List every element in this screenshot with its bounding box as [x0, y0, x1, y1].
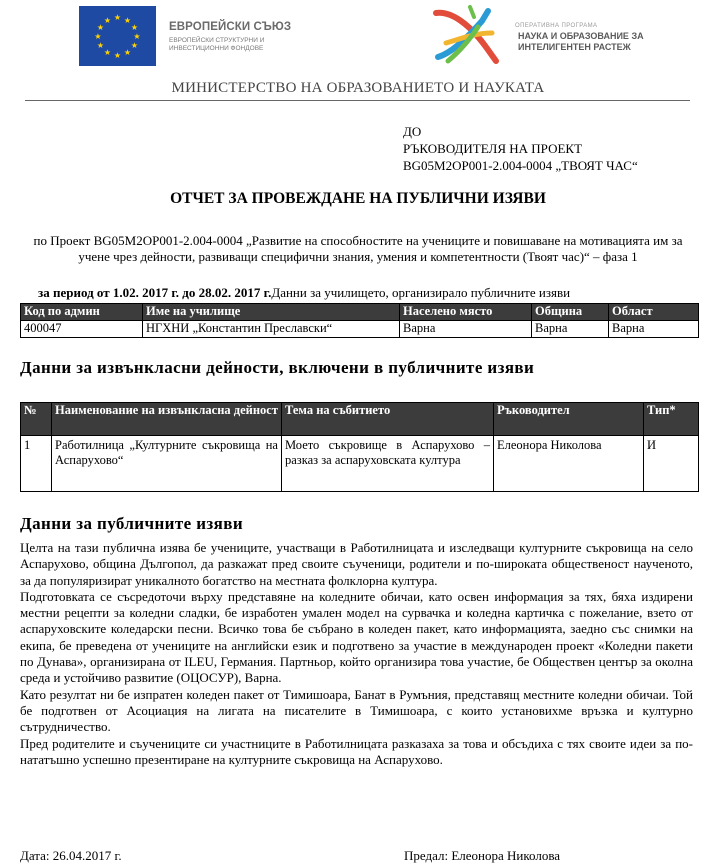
col-type: Тип* [644, 403, 699, 436]
eu-stars-icon [79, 6, 156, 66]
eu-title: ЕВРОПЕЙСКИ СЪЮЗ [169, 21, 292, 33]
table-row [21, 321, 699, 338]
report-sender: Предал: Елеонора Николова [404, 848, 561, 863]
col-number: № [21, 403, 52, 436]
report-date: Дата: 26.04.2017 г. [20, 848, 122, 863]
header-divider [25, 100, 690, 101]
op-program-logo [430, 3, 510, 67]
col-activity-name: Наименование на извънкласна дейност [52, 403, 282, 436]
cell-municipality: Варна [532, 321, 609, 338]
address-to: ДО [403, 124, 422, 139]
col-settlement: Населено място [400, 304, 532, 321]
col-leader: Ръководител [494, 403, 644, 436]
eu-subtitle-line1: ЕВРОПЕЙСКИ СТРУКТУРНИ И [169, 37, 265, 44]
svg-text:★: ★ [133, 32, 141, 41]
ministry-title: МИНИСТЕРСТВО НА ОБРАЗОВАНИЕТО И НАУКАТА [171, 80, 545, 96]
col-event-topic: Тема на събитието [282, 403, 494, 436]
cell-activity-name: Работилница „Културните съкровища на Аспарухово“ [52, 436, 282, 492]
school-data-heading: Данни за училището, организирало публичните изяви [271, 285, 571, 300]
paragraph-preparation: Подготовката се съсредоточи върху представяне на коледните обичаи, като освен информация за тях, бяха издирени местни рецепти за коледни сладки, бе изработен умален модел на сурвачка и коледна картичка с пожелание, взето от аспаруховските коледарски песни. Всичко това бе събрано в коледен пакет, като информацията, заедно със снимки на екипа, бе преведена от учениците на английски език и подготвено за участие в международен проект «Коледни пакети по Дунава», организирана от ILEU, Германия. Партньор, който организира това участие, бе Обществен център за околна среда и устойчиво развитие (ОЦОСУР), Варна. [20, 588, 693, 686]
svg-text:★: ★ [103, 16, 112, 25]
svg-text:★: ★ [96, 41, 105, 50]
op-title-line2: ИНТЕЛИГЕНТЕН РАСТЕЖ [518, 42, 631, 52]
cell-leader: Елеонора Николова [494, 436, 644, 492]
cell-region: Варна [609, 321, 699, 338]
address-recipient: РЪКОВОДИТЕЛЯ НА ПРОЕКТ [403, 141, 583, 156]
svg-text:★: ★ [123, 16, 132, 25]
public-events-section-title: Данни за публичните изяви [20, 514, 244, 533]
table-row [21, 436, 699, 492]
period-dates: за период от 1.02. 2017 г. до 28.02. 2017 г. [38, 285, 272, 300]
paragraph-goal: Целта на тази публична изява бе учениците, участващи в Работилницата и изследващи културните съкровища на село Аспарухово, община Дългопол, да разкажат пред своите съученици, родители и по-широката общественост наученото, за да популяризират уникалното богатство на местната фолклорна култура. [20, 540, 693, 588]
eu-subtitle [169, 37, 264, 53]
school-table [20, 303, 699, 338]
cell-school-name: НГХНИ „Константин Преславски“ [143, 321, 400, 338]
eu-flag-logo [79, 6, 156, 66]
svg-text:★: ★ [103, 48, 112, 57]
paragraph-presentation: Пред родителите и съучениците си участниците в Работилницата разказаха за това и обсъдиха с тях своите идеи за по-нататъшно успешно презентиране на културните съкровища на Аспарухово. [20, 735, 693, 767]
col-municipality: Община [532, 304, 609, 321]
project-description: по Проект BG05M2OP001-2.004-0004 „Развитие на способностите на учениците и повишаване на мотивацията им за учене чрез дейности, развиващи специфични знания, умения и компетентности (Твоят час)“ – фаза 1 [33, 233, 683, 264]
svg-text:★: ★ [113, 13, 122, 22]
school-table-header [21, 304, 699, 321]
svg-text:★: ★ [96, 23, 105, 32]
report-body [20, 540, 693, 768]
svg-text:★: ★ [130, 23, 139, 32]
op-small-label: ОПЕРАТИВНА ПРОГРАМА [515, 23, 598, 29]
cell-type: И [644, 436, 699, 492]
col-school-name: Име на училище [143, 304, 400, 321]
activities-table-header [21, 403, 699, 436]
op-title-line1: НАУКА И ОБРАЗОВАНИЕ ЗА [518, 31, 644, 41]
address-project: BG05M2OP001-2.004-0004 „ТВОЯТ ЧАС“ [403, 158, 638, 173]
document-title: ОТЧЕТ ЗА ПРОВЕЖДАНЕ НА ПУБЛИЧНИ ИЗЯВИ [170, 190, 546, 207]
eu-subtitle-line2: ИНВЕСТИЦИОННИ ФОНДОВЕ [169, 45, 264, 52]
report-period [38, 285, 570, 301]
col-admin-code: Код по админ [21, 304, 143, 321]
op-logo-icon [430, 3, 510, 67]
cell-settlement: Варна [400, 321, 532, 338]
svg-text:★: ★ [113, 51, 122, 60]
activities-table [20, 402, 699, 492]
svg-text:★: ★ [94, 32, 102, 41]
svg-text:★: ★ [130, 41, 139, 50]
col-region: Област [609, 304, 699, 321]
cell-admin-code: 400047 [21, 321, 143, 338]
paragraph-result: Като резултат ни бе изпратен коледен пакет от Тимишоара, Банат в Румъния, представящ местните коледни обичаи. Той бе подготвен от Асоциация на лигата на писателите в Тимишоара, с които установихме връзка и културно сътрудничество. [20, 686, 693, 735]
svg-text:★: ★ [123, 48, 132, 57]
cell-event-topic: Моето съкровище в Аспарухово – разказ за аспаруховската култура [282, 436, 494, 492]
op-title [518, 31, 644, 53]
activities-section-title: Данни за извънкласни дейности, включени в публичните изяви [20, 358, 535, 377]
cell-number: 1 [21, 436, 52, 492]
